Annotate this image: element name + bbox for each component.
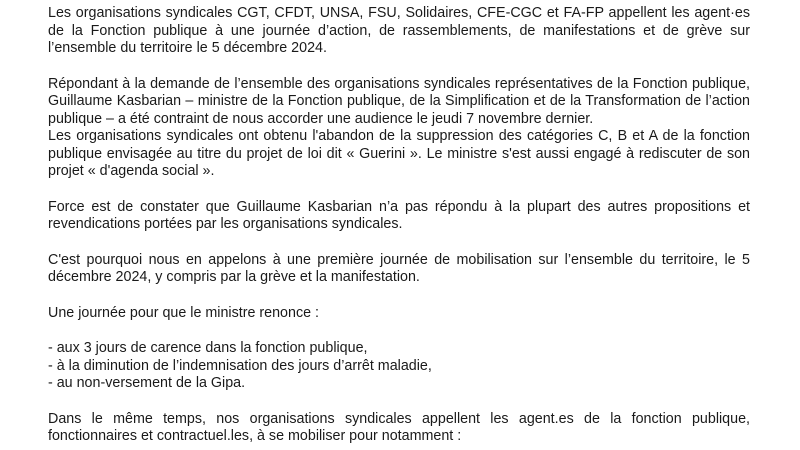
list-item: - à la diminution de l’indemnisation des jours d’arrêt maladie, [48,357,432,374]
demands-list [48,340,750,393]
paragraph-call-to-action: Les organisations syndicales CGT, CFDT, UNSA, FSU, Solidaires, CFE-CGC et FA-FP appellent les agent·es de la Fonction publique à une journée d’action, de rassemblements, de manifestations et de grève sur l’ensemble du territoire le 5 décembre 2024. [48,5,750,56]
paragraph-minister-meeting: Répondant à la demande de l’ensemble des organisations syndicales représentatives de la Fonction publique, Guillaume Kasbarian – ministre de la Fonction publique, de la Simplification et de la Transformation de l’action publique – a été contraint de nous accorder une audience le jeudi 7 novembre dernier. [48,75,750,127]
list-item: - au non-versement de la Gipa. [48,375,246,391]
paragraph-unanswered-demands: Force est de constater que Guillaume Kasbarian n’a pas répondu à la plupart des autres propositions et revendications portées par les organisations syndicales. [48,198,750,232]
list-item: - aux 3 jours de carence dans la fonction publique, [48,340,368,356]
paragraph-mobilisation-day: C'est pourquoi nous en appelons à une première journée de mobilisation sur l’ensemble du territoire, le 5 décembre 2024, y compris par la grève et la manifestation. [48,251,750,285]
paragraph-obtained-results: Les organisations syndicales ont obtenu l'abandon de la suppression des catégories C, B et A de la fonction publique envisagée au titre du projet de loi dit « Guerini ». Le ministre s'est aussi engagé à rediscuter de son projet « d'agenda social ». [48,128,750,179]
paragraph-demands-intro: Une journée pour que le ministre renonce : [48,304,320,321]
press-release-body [48,5,750,450]
paragraph-additional-mobilisation: Dans le même temps, nos organisations syndicales appellent les agent.es de la fonction publique, fonctionnaires et contractuel.les, à se mobiliser pour notamment : [48,410,750,444]
